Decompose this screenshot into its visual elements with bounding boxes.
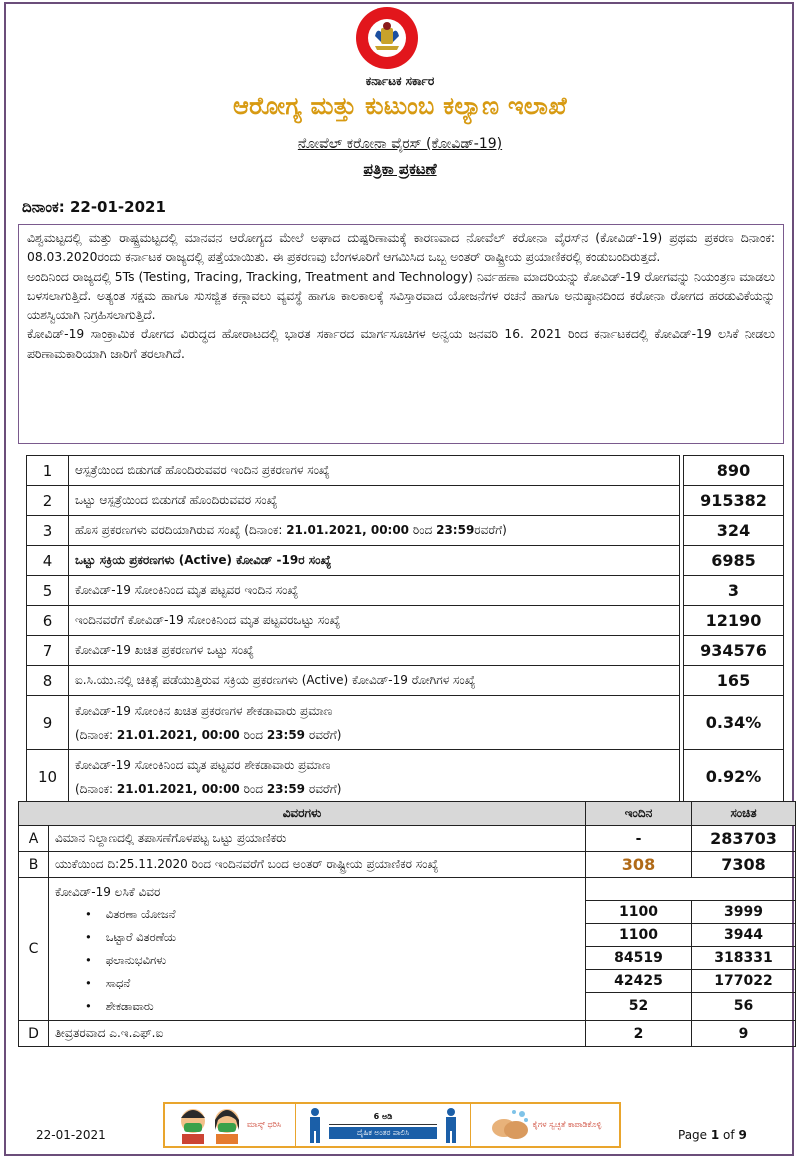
- row-value: 6985: [684, 546, 784, 576]
- table-header-row: [19, 802, 796, 826]
- table-row: [27, 456, 784, 486]
- covid-stats-table: [26, 455, 784, 804]
- table-row: [27, 666, 784, 696]
- footer-date: 22-01-2021: [36, 1128, 106, 1142]
- table-row: [27, 576, 784, 606]
- table-row: [19, 1021, 796, 1047]
- row-letter: C: [19, 878, 49, 1021]
- row-total: 283703: [692, 826, 796, 852]
- list-item: • ಸಾಧನೆ: [85, 972, 579, 995]
- person-icon: [307, 1107, 323, 1143]
- safety-banner: [163, 1102, 621, 1148]
- department-title: ಆರೋಗ್ಯ ಮತ್ತು ಕುಟುಂಬ ಕಲ್ಯಾಣ ಇಲಾಖೆ: [233, 92, 567, 120]
- table-row: [27, 636, 784, 666]
- row-value: 0.92%: [684, 750, 784, 804]
- press-release-heading: ಪತ್ರಿಕಾ ಪ್ರಕಟಣೆ: [363, 160, 437, 178]
- row-today: -: [586, 826, 692, 852]
- row-number: 6: [27, 606, 69, 636]
- row-value: 0.34%: [684, 696, 784, 750]
- row-value: 3: [684, 576, 784, 606]
- header-total: ಸಂಚಿತ: [692, 802, 796, 826]
- distance-section: 6 ಅಡಿ ದೈಹಿಕ ಅಂತರ ಪಾಲಿಸಿ: [295, 1104, 471, 1146]
- row-label: ವಿಮಾನ ನಿಲ್ದಾಣದಲ್ಲಿ ತಪಾಸಣೆಗೊಳಪಟ್ಟ ಒಟ್ಟು ಪ್ರಯಾಣಿಕರು: [49, 826, 586, 852]
- list-item: • ಫಲಾನುಭವಿಗಳು: [85, 949, 579, 972]
- list-item: • ಒಟ್ಟಾರೆ ವಿತರಣೆಯ: [85, 926, 579, 949]
- row-label: ಕೋವಿಡ್-19 ಸೋಂಕಿನ ಖಚಿತ ಪ್ರಕರಣಗಳ ಶೇಕಡಾವಾರು ಪ್ರಮಾಣ (ದಿನಾಂಕ: 21.01.2021, 00:00 ರಿಂದ 23:59 ರವರೆಗೆ): [69, 696, 680, 750]
- table-row: [19, 878, 796, 1021]
- header-today: ಇಂದಿನ: [586, 802, 692, 826]
- row-number: 9: [27, 696, 69, 750]
- table-row: [27, 696, 784, 750]
- header-details: ವಿವರಗಳು: [19, 802, 586, 826]
- table-row: [27, 486, 784, 516]
- row-label: ಇಂದಿನವರೆಗೆ ಕೋವಿಡ್-19 ಸೋಂಕಿನಿಂದ ಮೃತ ಪಟ್ಟವರಒಟ್ಟು ಸಂಖ್ಯೆ: [69, 606, 680, 636]
- table-row: [19, 826, 796, 852]
- row-label: ಹೊಸ ಪ್ರಕರಣಗಳು ವರದಿಯಾಗಿರುವ ಸಂಖ್ಯೆ (ದಿನಾಂಕ: 21.01.2021, 00:00 ರಿಂದ 23:59ರವರೆಗೆ): [69, 516, 680, 546]
- table-row: [27, 750, 784, 804]
- person-icon: [443, 1107, 459, 1143]
- row-label: ಕೋವಿಡ್-19 ಸೋಂಕಿನಿಂದ ಮೃತ ಪಟ್ಟವರ ಇಂದಿನ ಸಂಖ್ಯೆ: [69, 576, 680, 606]
- table-row: [19, 852, 796, 878]
- row-label: ಒಟ್ಟು ಆಸ್ಪತ್ರೆಯಿಂದ ಬಿಡುಗಡೆ ಹೊಂದಿರುವವರ ಸಂಖ್ಯೆ: [69, 486, 680, 516]
- row-letter: D: [19, 1021, 49, 1047]
- row-number: 5: [27, 576, 69, 606]
- row-label: ಕೋವಿಡ್-19 ಸೋಂಕಿನಿಂದ ಮೃತ ಪಟ್ಟವರ ಶೇಕಡಾವಾರು ಪ್ರಮಾಣ (ದಿನಾಂಕ: 21.01.2021, 00:00 ರಿಂದ 23:59 ರವರೆಗೆ): [69, 750, 680, 804]
- release-date: ದಿನಾಂಕ: 22-01-2021: [22, 198, 166, 216]
- row-total: 9: [692, 1021, 796, 1047]
- row-number: 10: [27, 750, 69, 804]
- row-number: 3: [27, 516, 69, 546]
- subtitle: ನೋವೆಲ್ ಕರೋನಾ ವೈರಸ್ (ಕೋವಿಡ್-19): [297, 136, 503, 152]
- intro-paragraph: ಕೋವಿಡ್-19 ಸಾಂಕ್ರಾಮಿಕ ರೋಗದ ವಿರುದ್ಧದ ಹೋರಾಟದಲ್ಲಿ ಭಾರತ ಸರ್ಕಾರದ ಮಾರ್ಗಸೂಚಿಗಳ ಅನ್ವಯ ಜನವರಿ 16. 2021 ರಿಂದ ಕರ್ನಾಟಕದಲ್ಲಿ ಕೋವಿಡ್-19 ಲಸಿಕೆ ನೀಡಲು ಪರಿಣಾಮಕಾರಿಯಾಗಿ ಜಾರಿಗೆ ತರಲಾಗಿದೆ.: [27, 327, 775, 361]
- row-value: 165: [684, 666, 784, 696]
- intro-paragraph: ಅಂದಿನಿಂದ ರಾಜ್ಯದಲ್ಲಿ 5Ts (Testing, Tracing, Tracking, Treatment and Technology) ನಿರ್ವಹಣಾ ಮಾದರಿಯನ್ನು ಕೋವಿಡ್-19 ರೋಗವನ್ನು ನಿಯಂತ್ರಣ ಮಾಡಲು ಬಳಸಲಾಗುತ್ತಿದೆ. ಅತ್ಯಂತ ಸಕ್ಷಮ ಹಾಗೂ ಸುಸಜ್ಜಿತ ಕಣ್ಗಾವಲು ವ್ಯವಸ್ಥೆ ಹಾಗೂ ಕಾಲಕಾಲಕ್ಕೆ ಸವಿಸ್ತಾರವಾದ ಯೋಜನೆಗಳ ರಚನೆ ಹಾಗೂ ಅನುಷ್ಠಾನದಿಂದ ಕರೋನಾ ರೋಗದ ಹರಡುವಿಕೆಯನ್ನು ಯಶಸ್ವಿಯಾಗಿ ನಿಗ್ರಹಿಸಲಾಗುತ್ತಿದೆ.: [27, 269, 775, 323]
- row-number: 2: [27, 486, 69, 516]
- intro-text-box: [18, 224, 784, 444]
- row-total: 7308: [692, 852, 796, 878]
- row-letter: A: [19, 826, 49, 852]
- row-number: 8: [27, 666, 69, 696]
- row-value: 915382: [684, 486, 784, 516]
- table-row: [27, 516, 784, 546]
- handwash-icon: [488, 1106, 532, 1144]
- row-value: 934576: [684, 636, 784, 666]
- row-label: ಕೋವಿಡ್-19 ಖಚಿತ ಪ್ರಕರಣಗಳ ಒಟ್ಟು ಸಂಖ್ಯೆ: [69, 636, 680, 666]
- row-letter: B: [19, 852, 49, 878]
- table-row: [27, 606, 784, 636]
- row-value: 324: [684, 516, 784, 546]
- vaccine-values: 1100 3999 1100 3944 84519 318331 42425 177022 52 56: [586, 878, 795, 1020]
- row-number: 4: [27, 546, 69, 576]
- masked-face-icon: [210, 1106, 244, 1144]
- row-label: ಆಸ್ಪತ್ರೆಯಿಂದ ಬಿಡುಗಡೆ ಹೊಂದಿರುವವರ ಇಂದಿನ ಪ್ರಕರಣಗಳ ಸಂಖ್ಯೆ: [69, 456, 680, 486]
- row-value: 890: [684, 456, 784, 486]
- row-label: ತೀವ್ರತರವಾದ ಎ.ಇ.ಎಫ್.ಐ: [49, 1021, 586, 1047]
- row-today: 2: [586, 1021, 692, 1047]
- table-row: [27, 546, 784, 576]
- row-number: 7: [27, 636, 69, 666]
- row-number: 1: [27, 456, 69, 486]
- karnataka-emblem-icon: [345, 6, 429, 70]
- list-item: • ಶೇಕಡಾವಾರು: [85, 995, 579, 1018]
- row-label: ಐ.ಸಿ.ಯು.ನಲ್ಲಿ ಚಿಕಿತ್ಸೆ ಪಡೆಯುತ್ತಿರುವ ಸಕ್ರಿಯ ಪ್ರಕರಣಗಳು (Active) ಕೋವಿಡ್-19 ರೋಗಿಗಳ ಸಂಖ್ಯೆ: [69, 666, 680, 696]
- row-value: 12190: [684, 606, 784, 636]
- vaccine-details: ಕೋವಿಡ್-19 ಲಸಿಕೆ ವಿವರ • ವಿತರಣಾ ಯೋಜನೆ • ಒಟ್ಟಾರೆ ವಿತರಣೆಯ • ಫಲಾನುಭವಿಗಳು • ಸಾಧನೆ • ಶೇಕಡಾವಾರು: [49, 878, 586, 1021]
- row-label: ಯುಕೆಯಿಂದ ದಿ:25.11.2020 ರಿಂದ ಇಂದಿನವರೆಗೆ ಬಂದ ಅಂತರ್ ರಾಷ್ಟ್ರೀಯ ಪ್ರಯಾಣಿಕರ ಸಂಖ್ಯೆ: [49, 852, 586, 878]
- row-today: 308: [586, 852, 692, 878]
- page-number: Page 1 of 9: [678, 1128, 747, 1142]
- government-name: ಕರ್ನಾಟಕ ಸರ್ಕಾರ: [365, 74, 435, 88]
- intro-paragraph: ವಿಶ್ವಮಟ್ಟದಲ್ಲಿ ಮತ್ತು ರಾಷ್ಟ್ರಮಟ್ಟದಲ್ಲಿ ಮಾನವನ ಆರೋಗ್ಯದ ಮೇಲೆ ಅಘಾದ ದುಷ್ಪರಿಣಾಮಕ್ಕೆ ಕಾರಣವಾದ ನೋವೆಲ್ ಕರೋನಾ ವೈರಸ್‌ನ (ಕೋವಿಡ್-19) ಪ್ರಥಮ ಪ್ರಕರಣ ದಿನಾಂಕ: 08.03.2020ರಂದು ಕರ್ನಾಟಕ ರಾಜ್ಯದಲ್ಲಿ ಪತ್ತೆಯಾಯಿತು. ಈ ಪ್ರಕರಣವು ಬೆಂಗಳೂರಿಗೆ ಆಗಮಿಸಿದ ಒಬ್ಬ ಅಂತರ್ ರಾಷ್ಟ್ರೀಯ ಪ್ರಯಾಣಿಕರಲ್ಲಿ ಕಂಡುಬಂದಿರುತ್ತದೆ.: [27, 231, 775, 265]
- handwash-section: ಕೈಗಳ ಸ್ವಚ್ಛತೆ ಕಾಪಾಡಿಕೊಳ್ಳಿ: [471, 1104, 619, 1146]
- list-item: • ವಿತರಣಾ ಯೋಜನೆ: [85, 903, 579, 926]
- details-table: [18, 801, 796, 1047]
- masked-face-icon: [176, 1106, 210, 1144]
- row-label: ಒಟ್ಟು ಸಕ್ರಿಯ ಪ್ರಕರಣಗಳು (Active) ಕೋವಿಡ್ -19ರ ಸಂಖ್ಯೆ: [69, 546, 680, 576]
- mask-section: ಮಾಸ್ಕ್ ಧರಿಸಿ: [165, 1104, 295, 1146]
